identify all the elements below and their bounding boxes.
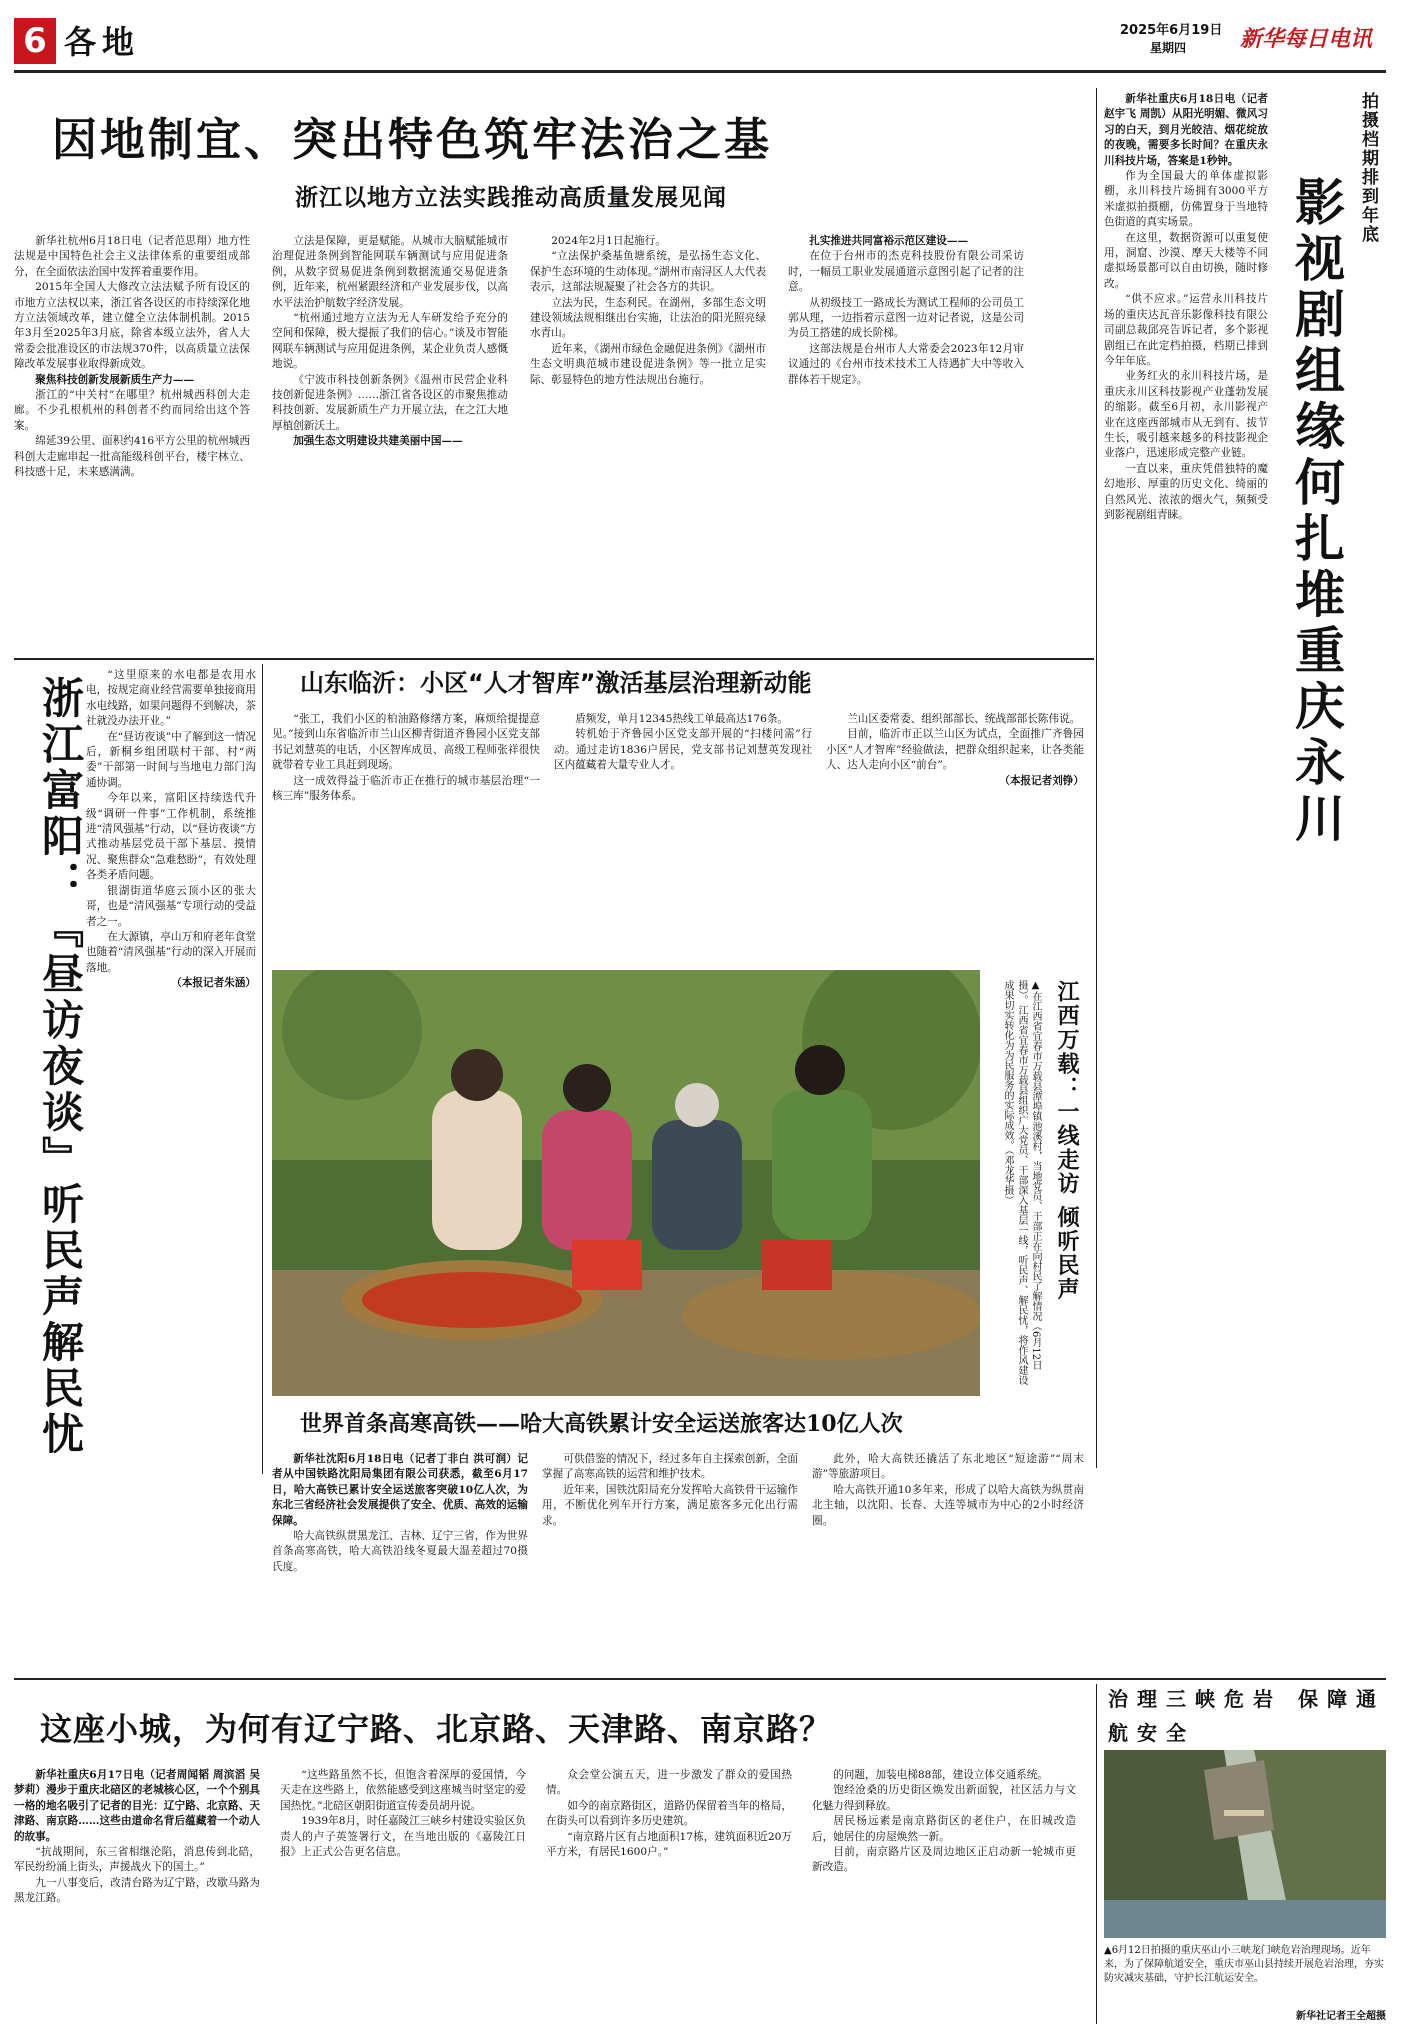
lead-headline: 因地制宜、突出特色筑牢法治之基	[52, 113, 773, 166]
right-paragraph: 新华社重庆6月18日电（记者赵宇飞 周凯）从阳光明媚、微风习习的白天，到月光皎洁、烟花绽放的夜晚，需要多长时间？在重庆永川科技片场，答案是1秒钟。	[1104, 93, 1268, 167]
streets-paragraph: “抗战期间，东三省相继沦陷，消息传到北碚，军民纷纷涌上街头，声援战火下的国土。”	[14, 1846, 260, 1874]
news-photo-sanxia	[1104, 1750, 1386, 1938]
train-paragraph: 近年来，国铁沈阳局充分发挥哈大高铁骨干运输作用，不断优化列车开行方案，满足旅客多元化出行需求。	[542, 1483, 798, 1527]
fuyang-paragraph: 在“昼访夜谈”中了解到这一情况后，新桐乡组团联村干部、村“两委”干部第一时间与当地电力部门沟通协调。	[86, 730, 256, 789]
page-number: 6	[23, 21, 47, 61]
fuyang-divider	[262, 664, 263, 1474]
lead-subhead: 加强生态文明建设共建美丽中国——	[293, 435, 463, 448]
section-name: 各地	[64, 23, 141, 61]
lead-paragraph: 在位于台州市的杰克科技股份有限公司采访时，一幅员工职业发展通道示意图引起了记者的注意。	[788, 250, 1024, 294]
shandong-paragraph: “张工，我们小区的柏油路修缮方案，麻烦给提提意见。”接到山东省临沂市兰山区柳青街道齐鲁园小区党支部书记刘慧英的电话，小区智库成员、高级工程师张祥很快就带着专业工具赶到现场。	[272, 713, 540, 772]
lead-paragraph: 绵延39公里、面积约416平方公里的杭州城西科创大走廊串起一批高能级科创平台，楼宇林立、科技感十足，未来感满满。	[14, 435, 250, 479]
lead-bottom-rule	[14, 658, 1094, 660]
right-column	[1104, 92, 1268, 1472]
shandong-paragraph: 目前，临沂市正以兰山区为试点，全面推广齐鲁园小区“人才智库”经验做法，把群众组织起来，让各类能人、达人走向小区“前台”。	[826, 728, 1084, 772]
streets-paragraph: “这些路虽然不长，但饱含着深厚的爱国情，今天走在这些路上，依然能感受到这座城当时坚定的爱国热忱。”北碚区朝阳街道宣传委员胡丹说。	[280, 1769, 526, 1812]
right-paragraph: 一直以来，重庆凭借独特的魔幻地形、厚重的历史文化、绮丽的自然风光、浓浓的烟火气，频频受到影视剧组青睐。	[1104, 462, 1268, 521]
streets-paragraph: 的问题，加装电梯88部，建设立体交通系统。	[833, 1769, 1048, 1781]
lead-paragraph: 2024年2月1日起施行。	[551, 235, 666, 247]
streets-paragraph: 目前，南京路片区及周边地区正启动新一轮城市更新改造。	[812, 1846, 1076, 1874]
lower-section-rule	[14, 1678, 1386, 1680]
lead-subhead: 扎实推进共同富裕示范区建设——	[809, 235, 969, 247]
right-headline: 影视剧组缘何扎堆重庆永川	[1287, 176, 1346, 848]
lead-paragraph: 近年来，《湖州市绿色金融促进条例》《湖州市生态文明典范城市建设促进条例》等一批立足实际、彰显特色的地方性法规出台施行。	[530, 342, 766, 386]
news-photo-wanzai	[272, 970, 980, 1396]
shandong-column-3	[826, 712, 1084, 972]
fuyang-column	[86, 668, 256, 1468]
shandong-paragraph: 兰山区委常委、组织部部长、统战部部长陈伟说。	[847, 713, 1081, 725]
right-kicker: 拍摄档期排到年底	[1358, 92, 1378, 244]
lead-paragraph: 立法是保障，更是赋能。从城市大脑赋能城市治理促进条例到智能网联车辆测试与应用促进条例，从数字贸易促进条例到数据流通交易促进条例，近年来，杭州紧跟经济和产业发展步伐，以高水平法治护航数字经济发展。	[272, 235, 508, 309]
lead-paragraph: 从初级技工一路成长为测试工程师的公司员工郭从理，一边指着示意图一边对记者说，这是公司为员工搭建的成长阶梯。	[788, 296, 1024, 340]
right-column-divider	[1096, 88, 1097, 1468]
shandong-paragraph: 盾频发，单月12345热线工单最高达176条。	[575, 713, 789, 725]
streets-paragraph: 居民杨远素是南京路街区的老住户，在旧城改造后，她居住的房屋焕然一新。	[812, 1815, 1076, 1843]
lead-paragraph: 新华社杭州6月18日电（记者范思翔）地方性法规是中国特色社会主义法律体系的重要组成部分，在全面依法治国中发挥着重要作用。	[14, 235, 250, 278]
streets-paragraph: 众会堂公演五天，进一步激发了群众的爱国热情。	[546, 1769, 792, 1797]
lead-paragraph: “杭州通过地方立法为无人车研发给予充分的空间和保障，极大提振了我们的信心。”谈及市智能网联车辆测试与应用促进条例，某企业负责人感慨地说。	[272, 312, 508, 371]
train-paragraph: 哈大高铁开通10多年来，形成了以哈大高铁为纵贯南北主轴，以沈阳、长春、大连等城市为中心的2小时经济圈。	[812, 1483, 1084, 1527]
fuyang-paragraph: 在大源镇，亭山万和府老年食堂也随着“清风强基”行动的深入开展而落地。	[86, 930, 256, 974]
shandong-headline: 山东临沂：小区“人才智库”激活基层治理新动能	[300, 669, 812, 697]
streets-headline: 这座小城，为何有辽宁路、北京路、天津路、南京路？	[40, 1710, 833, 1748]
streets-column-1	[14, 1768, 260, 2024]
train-paragraph: 此外，哈大高铁还撬活了东北地区“短途游”“周末游”等旅游项目。	[812, 1453, 1084, 1481]
fuyang-headline: 浙江富阳：『昼访夜谈』听民声解民忧	[36, 676, 85, 1458]
sanxia-caption: ▲6月12日拍摄的重庆巫山小三峡龙门峡危岩治理现场。近年来，为了保障航道安全，重庆市巫山县持续开展危岩治理，夯实防灾减灾基础，守护长江航运安全。	[1104, 1945, 1384, 1984]
issue-date: 2025年6月19日	[1120, 23, 1223, 38]
lead-paragraph: 2015年全国人大修改立法法赋予所有设区的市地方立法权以来，浙江省各设区的市持续深化地方立法领域改革，建立健全立法体制机制。2015年3月至2025年3月底，除省本级立法外，省人大常委会批准设区的市法规370件，以高质量立法保障改革发展事业取得新成效。	[14, 281, 250, 371]
fuyang-byline: （本报记者朱涵）	[171, 977, 256, 990]
lead-paragraph: “立法保护桑基鱼塘系统，是弘扬生态文化、保护生态环境的生动体现。”湖州市南浔区人大代表表示，这部法规凝聚了社会各方的共识。	[530, 250, 766, 294]
train-paragraph: 哈大高铁纵贯黑龙江、吉林、辽宁三省，作为世界首条高寒高铁，哈大高铁沿线冬夏最大温差超过70摄氏度。	[272, 1530, 528, 1573]
right-paragraph: 业务红火的永川科技片场，是重庆永川区科技影视产业蓬勃发展的缩影。截至6月初，永川影视产业在这座西部城市从无到有、拔节生长，吸引越来越多的科技影视企业落户，迅速形成完整产业链。	[1104, 370, 1268, 460]
lead-column-2	[272, 234, 508, 654]
shandong-column-2	[554, 712, 812, 972]
train-headline: 世界首条高寒高铁——哈大高铁累计安全运送旅客达10亿人次	[300, 1411, 903, 1437]
lead-paragraph: 立法为民，生态利民。在湖州，多部生态文明建设领域法规相继出台实施，让法治的阳光照亮绿水青山。	[530, 296, 766, 340]
photo-illustration	[272, 970, 980, 1396]
streets-paragraph: 新华社重庆6月17日电（记者周闻韬 周滨滔 吴梦莉）漫步于重庆北碚区的老城核心区，一个个别具一格的地名吸引了记者的目光：辽宁路、北京路、天津路、南京路……这些由道命名背后蕴藏着一个动人的故事。	[14, 1769, 260, 1843]
fuyang-paragraph: 银湖街道华庭云顶小区的张大哥，也是“清风强基”专项行动的受益者之一。	[86, 884, 256, 928]
right-paragraph: 在这里，数据资源可以重复使用，洞窟、沙漠、摩天大楼等不同虚拟场景都可以自由切换，随时修改。	[1104, 231, 1268, 290]
lead-column-3	[530, 234, 766, 654]
train-column-1	[272, 1452, 528, 1672]
sanxia-credit: 新华社记者王全超摄	[1296, 2011, 1386, 2022]
page-number-badge	[14, 18, 56, 64]
cliff-photo-illustration	[1104, 1750, 1386, 1938]
shandong-byline: （本报记者刘铮）	[999, 774, 1084, 787]
streets-paragraph: “南京路片区有占地面积17栋，建筑面积近20万平方米，有居民1600户。”	[546, 1830, 792, 1859]
train-paragraph: 可供借鉴的情况下，经过多年自主探索创新，全面掌握了高寒高铁的运营和维护技术。	[542, 1453, 798, 1481]
streets-column-4	[812, 1768, 1076, 2024]
train-column-2	[542, 1452, 798, 1672]
lead-paragraph: 浙江的“中关村”在哪里？杭州城西科创大走廊。不少孔根机州的科创者不约而同给出这个答案。	[14, 389, 250, 432]
photo-caption: ▲在江西省宜春市万载县潭埠镇池溪村，当地党员、干部正在向村民了解情况（6月12日摄）。江西省宜春市万载县组织广大党员、干部深入基层一线，听民声、解民忧，将作风建设成果切实转化为为民服务的实际成效。（邓龙华摄）	[1002, 980, 1041, 1385]
sanxia-divider	[1096, 1684, 1097, 2024]
streets-paragraph: 如今的南京路街区，道路仍保留着当年的格局，在街头可以看到许多历史建筑。	[546, 1799, 792, 1828]
lead-column-1	[14, 234, 250, 654]
right-paragraph: “供不应求。”运营永川科技片场的重庆达瓦音乐影像科技有限公司副总裁邱亮告诉记者，多个影视剧组已在此定档拍摄，档期已排到今年年底。	[1104, 293, 1268, 367]
shandong-paragraph: 转机始于齐鲁园小区党支部开展的“扫楼问需”行动。通过走访1836户居民，党支部书记刘慧英发现社区内蕴藏着大量专业人才。	[554, 728, 812, 772]
streets-paragraph: 饱经沧桑的历史街区焕发出新面貌，社区活力与文化魅力得到释放。	[812, 1784, 1076, 1812]
lead-paragraph: 《宁波市科技创新条例》《温州市民营企业科技创新促进条例》……浙江省各设区的市聚焦推动科技创新、发展新质生产力开展立法，在之江大地厚植创新沃土。	[272, 373, 508, 432]
train-paragraph: 新华社沈阳6月18日电（记者丁非白 洪可润）记者从中国铁路沈阳局集团有限公司获悉，截至6月17日，哈大高铁已累计安全运送旅客突破10亿人次，为东北三省经济社会发展提供了安全、优质、高效的运输保障。	[272, 1453, 528, 1527]
streets-paragraph: 1939年8月，时任嘉陵江三峡乡村建设实验区负责人的卢子英签署行文，在当地出版的《嘉陵江日报》上正式公告更名信息。	[280, 1815, 526, 1859]
lead-subhead: 聚焦科技创新发展新质生产力——	[35, 373, 195, 386]
paper-logo: 新华每日电讯	[1240, 26, 1373, 52]
streets-paragraph: 九一八事变后，改清台路为辽宁路，改歇马路为黑龙江路。	[14, 1876, 260, 1905]
right-paragraph: 作为全国最大的单体虚拟影棚，永川科技片场拥有3000平方米虚拟拍摄棚，仿佛置身于当地特色街道的真实场景。	[1104, 170, 1268, 229]
masthead-rule	[14, 70, 1386, 73]
issue-weekday: 星期四	[1150, 41, 1187, 55]
fuyang-paragraph: “这里原来的水电都是农用水电，按规定商业经营需要单独接商用水电线路，如果问题得不到解决，茶社就没办法开业。”	[86, 669, 256, 728]
sanxia-headline: 治理三峡危岩 保障通航安全	[1108, 1687, 1385, 1745]
streets-column-2	[280, 1768, 526, 2024]
lead-paragraph: 这部法规是台州市人大常委会2023年12月审议通过的《台州市技术技术工人待遇扩大中等收入群体若干规定》。	[788, 342, 1024, 386]
streets-column-3	[546, 1768, 792, 2024]
shandong-column-1	[272, 712, 540, 972]
photo-side-title: 江西万载：一线走访 倾听民声	[1054, 980, 1080, 1302]
shandong-paragraph: 这一成效得益于临沂市正在推行的城市基层治理“一核三库”服务体系。	[272, 774, 540, 803]
lead-subheadline: 浙江以地方立法实践推动高质量发展见闻	[295, 185, 727, 211]
train-column-3	[812, 1452, 1084, 1672]
lead-column-4	[788, 234, 1024, 654]
fuyang-paragraph: 今年以来，富阳区持续迭代升级“调研一件事”工作机制，系统推进“清风强基”行动，以“昼访夜谈”方式推动基层党员干部下基层、摸情况、聚焦群众“急难愁盼”，有效处理各类矛盾问题。	[86, 792, 256, 882]
